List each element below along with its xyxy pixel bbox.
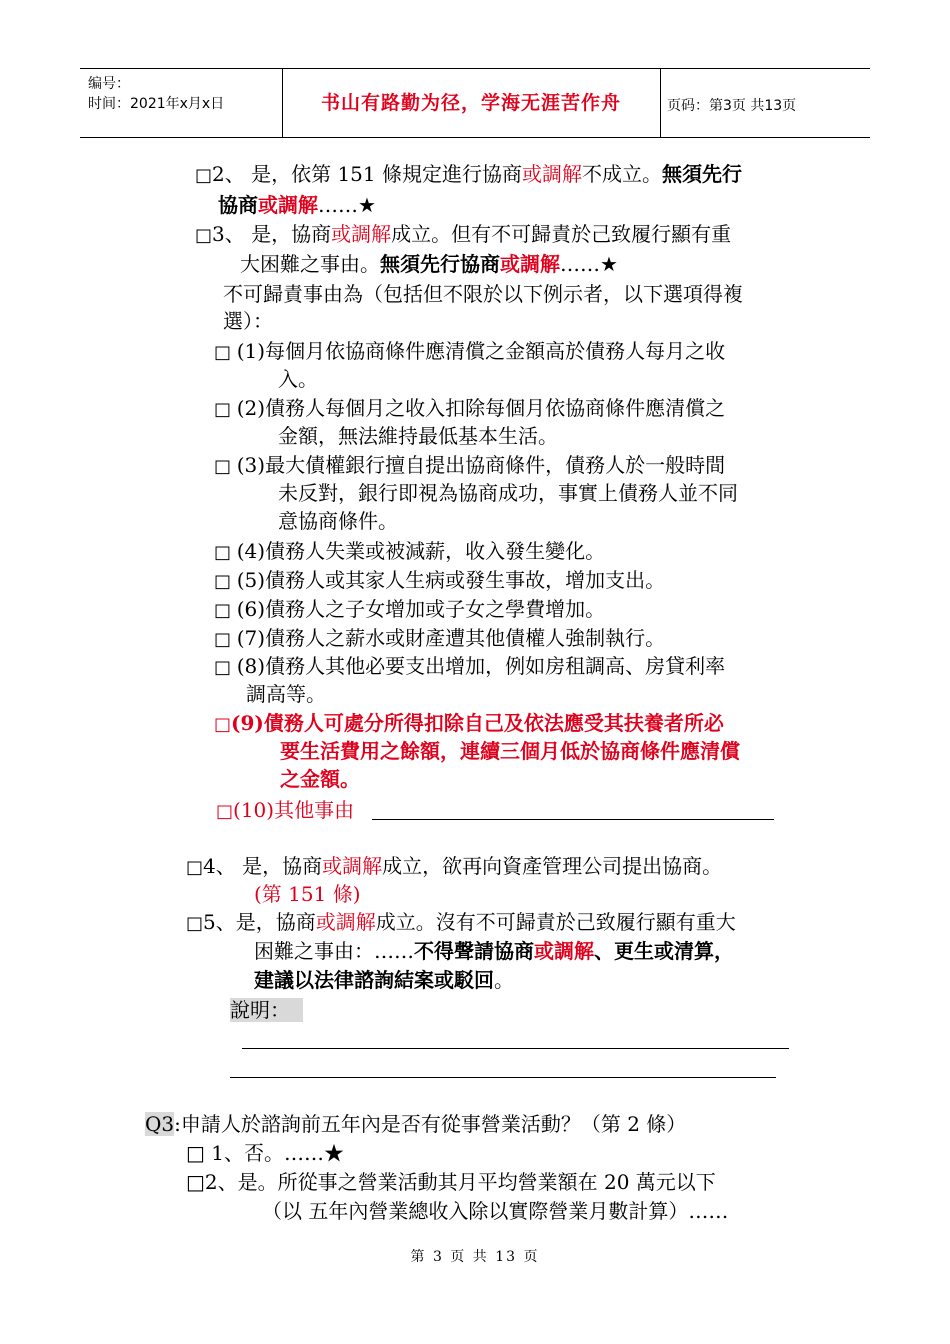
reason-9: □(9)債務人可處分所得扣除自己及依法應受其扶養者所必 [214,711,724,735]
number-label: 编号： [88,76,130,92]
checkbox[interactable]: □ [216,801,234,822]
reason-3-cont2: 意協商條件。 [278,509,398,533]
q2-option-4-line1: □4、 是，協商或調解成立，欲再向資產管理公司提出協商。 [186,854,723,878]
q3-label: Q3 [145,1112,175,1136]
checkbox[interactable]: □ [214,542,237,563]
reason-9-cont: 要生活費用之餘額，連續三個月低於協商條件應清償 [280,739,740,763]
reason-8: □ (8)債務人其他必要支出增加，例如房租調高、房貸利率 [214,654,726,678]
reason-1-cont: 入。 [278,367,318,391]
q3-option-1[interactable]: □ 1、否。……★ [186,1141,344,1165]
q2-option-3-line2: 大困難之事由。無須先行協商或調解……★ [240,252,618,276]
header-meta-cell [80,69,283,137]
page-header [80,68,870,138]
reason-2: □ (2)債務人每個月之收入扣除每個月依協商條件應清償之 [214,396,726,420]
q2-option-2-line2: 協商或調解……★ [218,193,376,217]
q3-option-2[interactable]: □2、是。所從事之營業活動其月平均營業額在 20 萬元以下 [186,1170,716,1194]
q2-option-2-line1: □2、 是，依第 151 條規定進行協商或調解不成立。無須先行 [195,162,742,186]
checkbox[interactable]: □ [186,857,204,878]
q2-option-5-line2: 困難之事由：……不得聲請協商或調解、更生或清算， [254,939,734,963]
reason-intro-1: 不可歸責事由為（包括但不限於以下例示者，以下選項得複 [223,282,743,306]
reason-8-cont: 調高等。 [246,682,326,706]
page-label: 页码：第3页 共13页 [667,98,797,114]
checkbox[interactable]: □ [214,571,237,592]
checkbox[interactable]: □ [186,913,204,934]
page-footer: 第 3 页 共 13 页 [410,1249,540,1265]
reason-intro-2: 選）： [223,309,273,333]
note-line-2[interactable] [230,1077,776,1078]
reason-2-cont: 金額，無法維持最低基本生活。 [278,424,558,448]
note-line-1[interactable] [242,1048,789,1049]
note-label: 說明： [230,996,303,1024]
reason-9-cont2: 之金額。 [280,767,360,791]
reason-3-cont: 未反對，銀行即視為協商成功，事實上債務人並不同 [278,481,738,505]
q2-option-4-line2: (第 151 條) [254,882,361,906]
checkbox[interactable]: □ [214,657,237,678]
q2-option-5-line3: 建議以法律諮詢結案或駁回。 [254,968,514,992]
reason-5: □ (5)債務人或其家人生病或發生事故，增加支出。 [214,568,666,592]
q3-option-2-cont: （以 五年內營業總收入除以實際營業月數計算）…… [262,1199,729,1223]
q2-option-5-line1: □5、是，協商或調解成立。沒有不可歸責於己致履行顯有重大 [186,910,736,934]
checkbox[interactable]: □ [214,456,237,477]
reason-10-blank[interactable] [372,819,774,820]
reason-3: □ (3)最大債權銀行擅自提出協商條件，債務人於一般時間 [214,453,726,477]
reason-7: □ (7)債務人之薪水或財產遭其他債權人強制執行。 [214,626,666,650]
checkbox[interactable]: □ [214,399,237,420]
checkbox[interactable]: □ [214,342,237,363]
checkbox[interactable]: □ [214,600,237,621]
q3-question: Q3:申請人於諮詢前五年內是否有從事營業活動？（第 2 條） [145,1112,687,1136]
reason-6: □ (6)債務人之子女增加或子女之學費增加。 [214,597,606,621]
reason-10: □(10)其他事由 [216,798,355,822]
checkbox[interactable]: □ [214,714,232,735]
date-label: 时间：2021年x月x日 [88,96,225,112]
checkbox[interactable]: □ [214,629,237,650]
header-page-cell [660,69,871,137]
checkbox[interactable]: □ [195,165,213,186]
reason-1: □ (1)每個月依協商條件應清償之金額高於債務人每月之收 [214,339,726,363]
header-motto: 书山有路勤为径，学海无涯苦作舟 [320,92,621,114]
reason-4: □ (4)債務人失業或被減薪，收入發生變化。 [214,539,606,563]
q2-option-3-line1: □3、 是，協商或調解成立。但有不可歸責於己致履行顯有重 [195,222,732,246]
checkbox[interactable]: □ [195,225,213,246]
